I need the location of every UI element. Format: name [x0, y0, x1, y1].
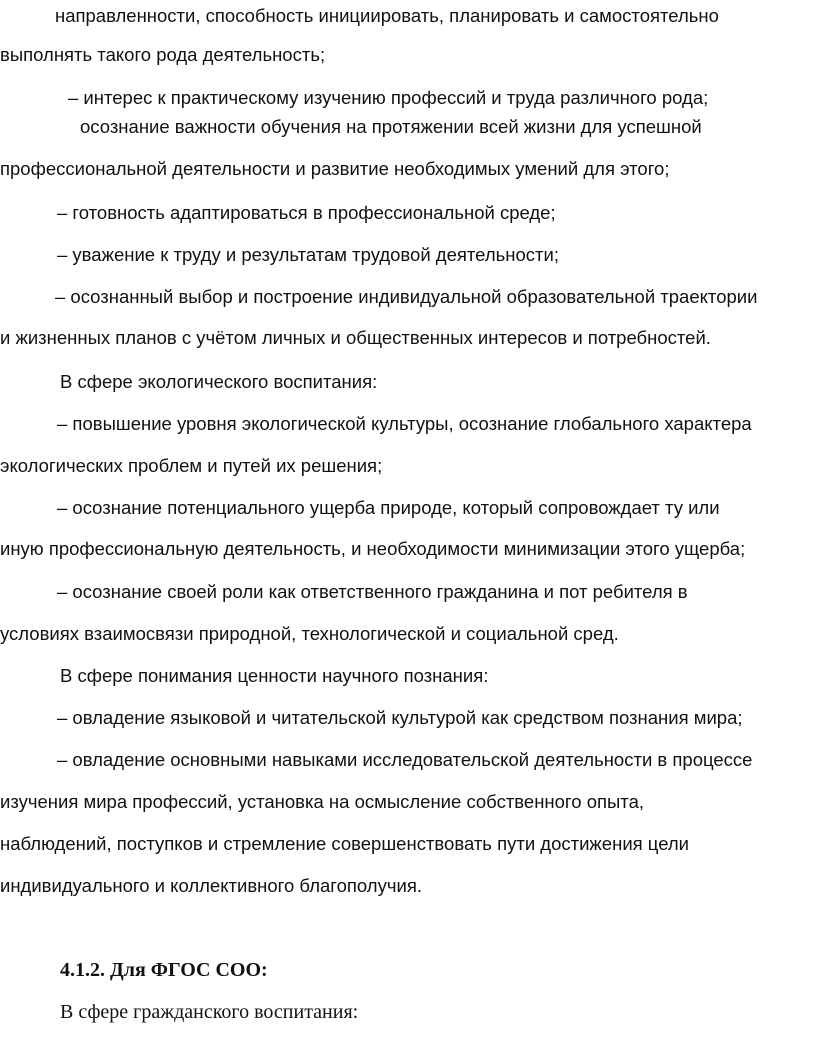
text-line: – повышение уровня экологической культуры, осознание глобального характера: [57, 413, 752, 434]
text-line: изучения мира профессий, установка на осмысление собственного опыта,: [0, 791, 644, 812]
text-line: выполнять такого рода деятельность;: [0, 44, 326, 65]
text-line: и жизненных планов с учётом личных и общественных интересов и потребностей.: [0, 327, 711, 348]
text-line: профессиональной деятельности и развитие необходимых умений для этого;: [0, 158, 670, 179]
text-line: – осознанный выбор и построение индивидуальной образовательной траектории: [55, 286, 758, 307]
text-line: В сфере экологического воспитания:: [60, 371, 378, 392]
text-line: – овладение языковой и читательской культурой как средством познания мира;: [57, 707, 743, 728]
text-line: – интерес к практическому изучению профессий и труда различного рода;: [68, 87, 709, 108]
text-line: – осознание своей роли как ответственного гражданина и пот ребителя в: [57, 581, 688, 602]
text-line: индивидуального и коллективного благополучия.: [0, 875, 422, 896]
text-line: – овладение основными навыками исследовательской деятельности в процессе: [57, 749, 753, 770]
text-line: условиях взаимосвязи природной, технологической и социальной сред.: [0, 623, 619, 644]
text-line: – осознание потенциального ущерба природе, который сопровождает ту или: [57, 497, 720, 518]
text-line: – уважение к труду и результатам трудовой деятельности;: [57, 244, 559, 265]
text-line: наблюдений, поступков и стремление совершенствовать пути достижения цели: [0, 833, 689, 854]
text-line: направленности, способность инициировать, планировать и самостоятельно: [55, 5, 719, 26]
text-line: осознание важности обучения на протяжении всей жизни для успешной: [80, 116, 702, 137]
text-line: В сфере понимания ценности научного познания:: [60, 665, 489, 686]
text-line: – готовность адаптироваться в профессиональной среде;: [57, 202, 556, 223]
text-line: иную профессиональную деятельность, и необходимости минимизации этого ущерба;: [0, 538, 746, 559]
text-line: В сфере гражданского воспитания:: [60, 1001, 359, 1023]
section-heading: 4.1.2. Для ФГОС СОО:: [60, 959, 268, 981]
text-line: экологических проблем и путей их решения;: [0, 455, 383, 476]
